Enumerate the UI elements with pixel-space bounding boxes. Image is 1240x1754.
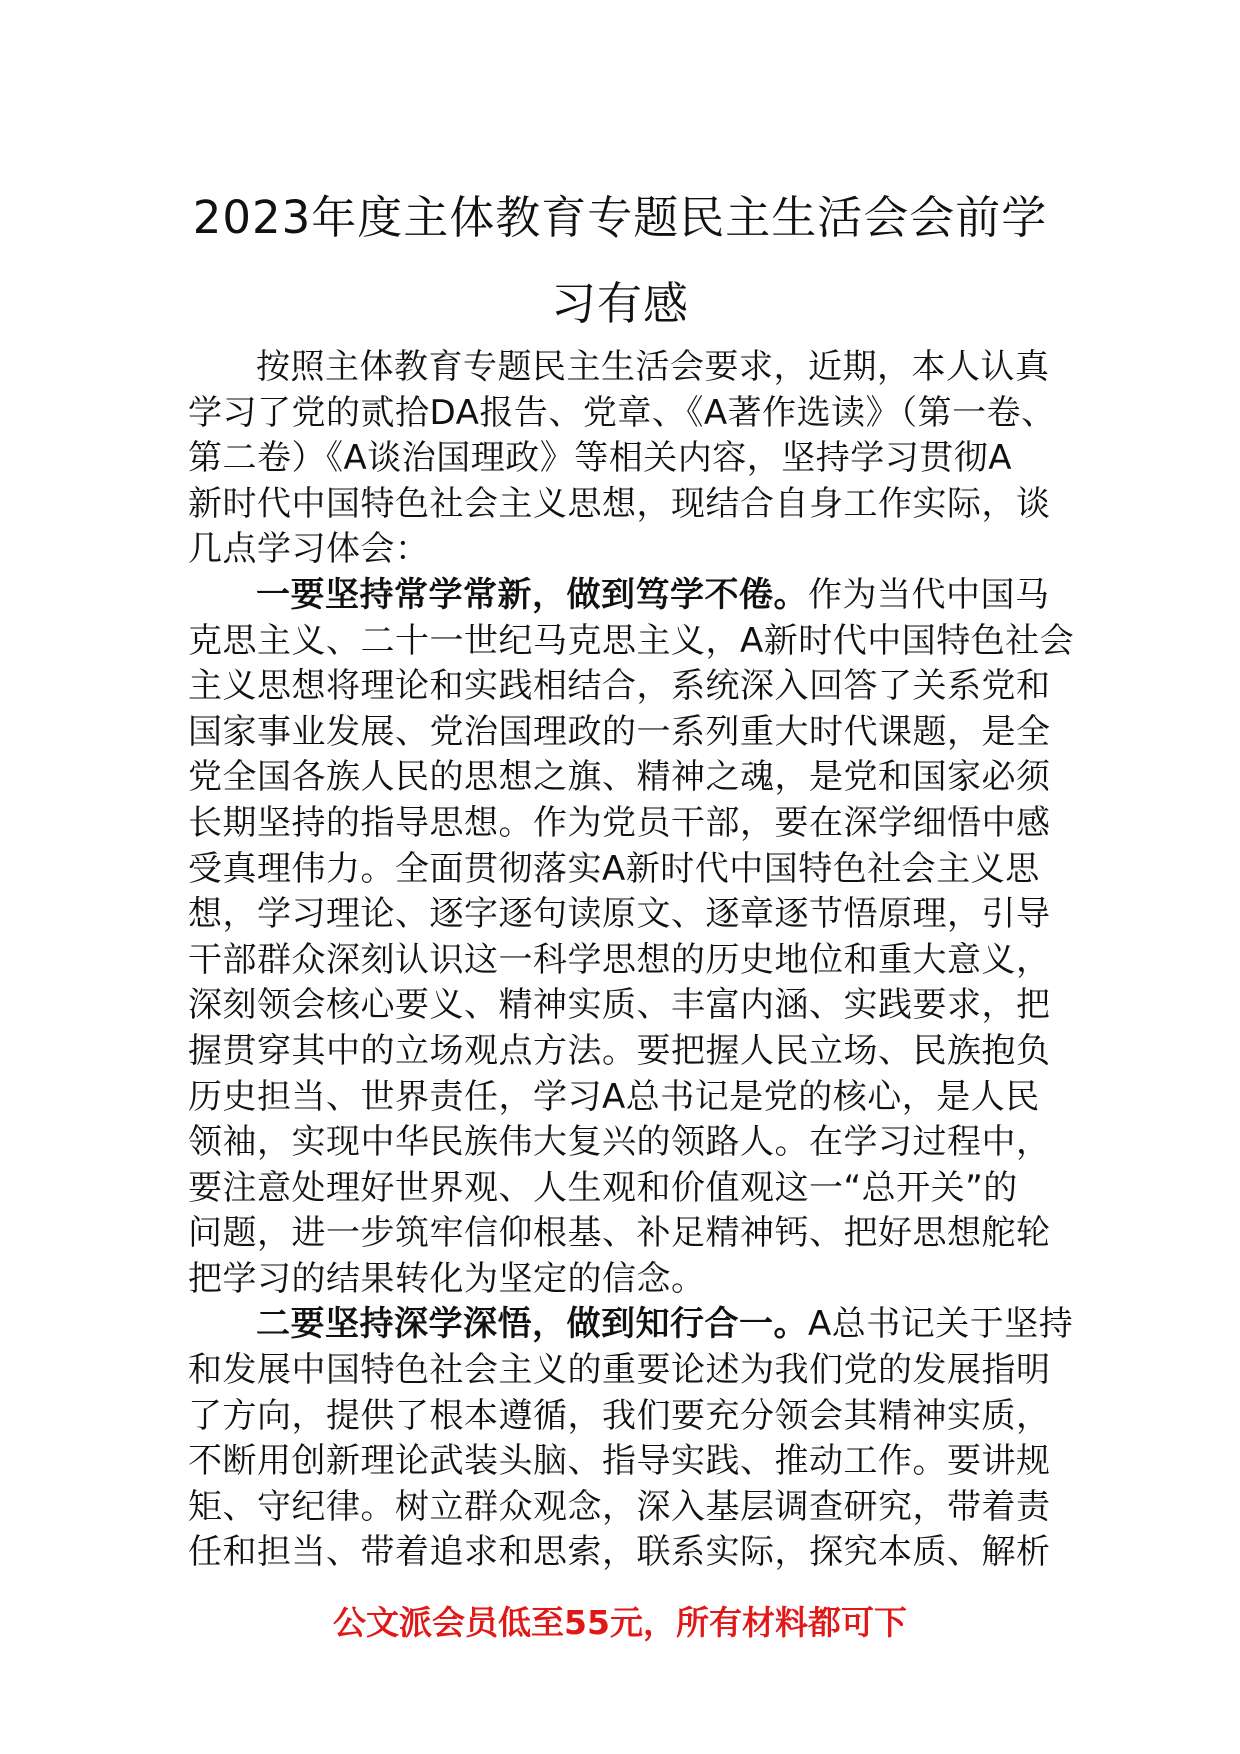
paragraph-2-first-line — [188, 573, 1058, 619]
body-line: 领袖，实现中华民族伟大复兴的领路人。在学习过程中， — [188, 1122, 1051, 1163]
body-line: 不断用创新理论武装头脑、指导实践、推动工作。要讲规 — [188, 1441, 1051, 1482]
document-title-line-2: 习有感 — [550, 277, 689, 330]
body-line: 干部群众深刻认识这一科学思想的历史地位和重大意义， — [188, 939, 1051, 980]
body-line: 长期坚持的指导思想。作为党员干部，要在深学细悟中感 — [188, 802, 1051, 843]
body-line: 按照主体教育专题民主生活会要求，近期，本人认真 — [256, 347, 1050, 387]
body-line: 问题，进一步筑牢信仰根基、补足精神钙、把好思想舵轮 — [188, 1213, 1051, 1254]
body-line: 党全国各族人民的思想之旗、精神之魂，是党和国家必须 — [188, 757, 1051, 798]
body-line: 握贯穿其中的立场观点方法。要把握人民立场、民族抱负 — [188, 1030, 1051, 1071]
body-line: 新时代中国特色社会主义思想，现结合自身工作实际，谈 — [188, 483, 1051, 524]
body-line: 国家事业发展、党治国理政的一系列重大时代课题，是全 — [188, 711, 1051, 752]
paragraph-2-first-text: 作为当代中国马 — [808, 574, 1050, 615]
body-line: 第二卷）《A谈治国理政》等相关内容，坚持学习贯彻A — [188, 438, 1013, 479]
paragraph-3-heading: 二要坚持深学深悟，做到知行合一。 — [256, 1304, 808, 1345]
paragraph-3-first-line — [188, 1302, 1074, 1348]
document-title-line-1: 2023年度主体教育专题民主生活会会前学 — [192, 191, 1048, 244]
membership-notice: 公文派会员低至55元，所有材料都可下 — [333, 1603, 907, 1642]
body-line: 主义思想将理论和实践相结合，系统深入回答了关系党和 — [188, 666, 1051, 707]
body-line: 想，学习理论、逐字逐句读原文、逐章逐节悟原理，引导 — [188, 894, 1051, 935]
body-line: 深刻领会核心要义、精神实质、丰富内涵、实践要求，把 — [188, 985, 1051, 1026]
body-line: 历史担当、世界责任，学习A总书记是党的核心，是人民 — [188, 1076, 1040, 1117]
body-line: 克思主义、二十一世纪马克思主义，A新时代中国特色社会 — [188, 620, 1075, 661]
body-line: 任和担当、带着追求和思索，联系实际，探究本质、解析 — [188, 1532, 1051, 1573]
body-line: 几点学习体会： — [188, 529, 430, 570]
document-body — [188, 345, 1075, 1576]
body-line: 矩、守纪律。树立群众观念，深入基层调查研究，带着责 — [188, 1486, 1051, 1527]
paragraph-2-heading: 一要坚持常学常新，做到笃学不倦。 — [256, 574, 808, 615]
body-line: 受真理伟力。全面贯彻落实A新时代中国特色社会主义思 — [188, 848, 1040, 889]
body-line: 把学习的结果转化为坚定的信念。 — [188, 1258, 706, 1299]
body-line: 和发展中国特色社会主义的重要论述为我们党的发展指明 — [188, 1350, 1051, 1391]
body-line: 学习了党的贰拾DA报告、党章、《A著作选读》（第一卷、 — [188, 392, 1056, 433]
body-line: 了方向，提供了根本遵循，我们要充分领会其精神实质， — [188, 1395, 1051, 1436]
body-line: 要注意处理好世界观、人生观和价值观这一“总开关”的 — [188, 1167, 1018, 1208]
paragraph-3-first-text: A总书记关于坚持 — [808, 1304, 1074, 1345]
